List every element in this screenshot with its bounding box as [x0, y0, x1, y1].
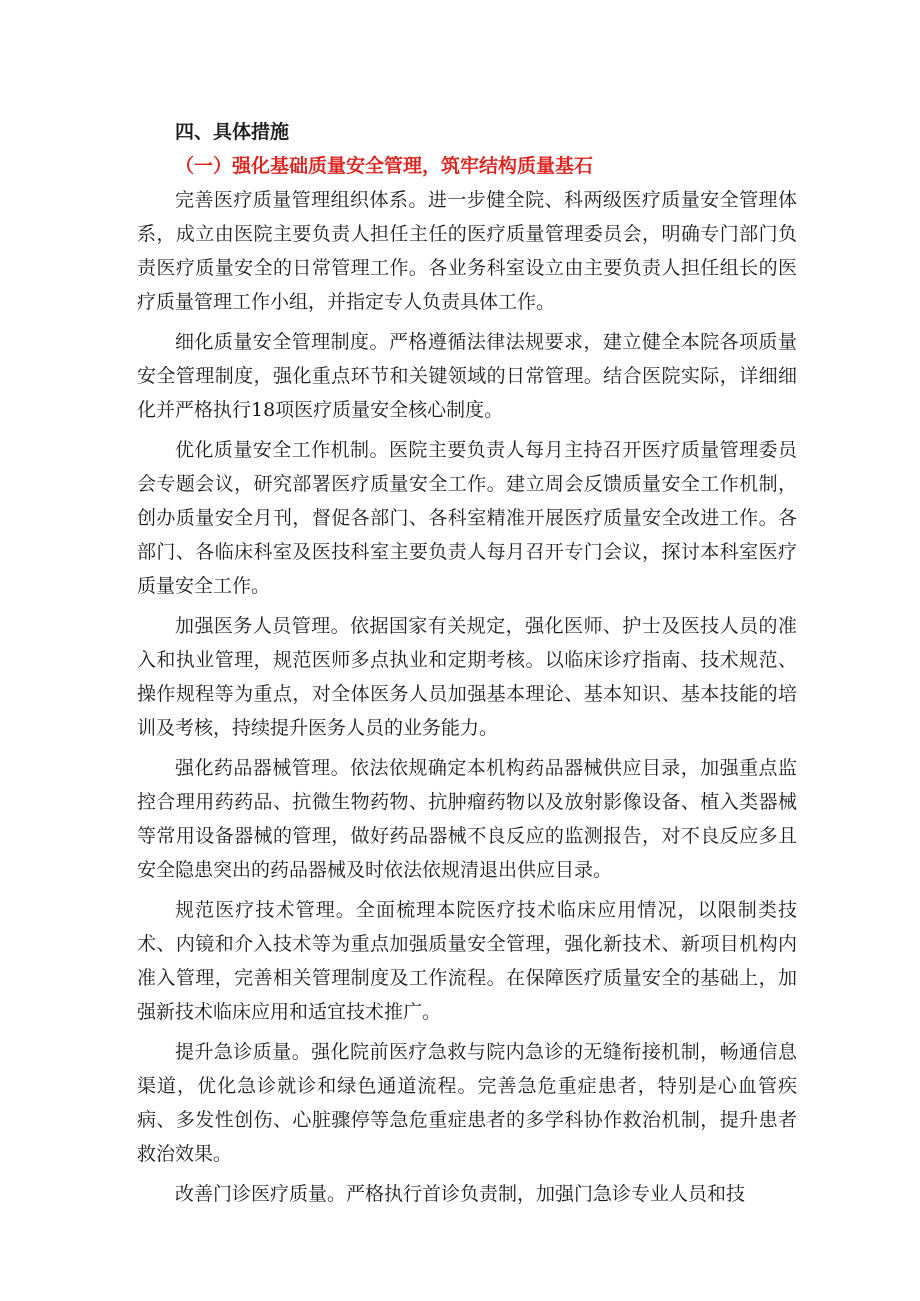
paragraph-technology-management: 规范医疗技术管理。全面梳理本院医疗技术临床应用情况，以限制类技术、内镜和介入技术等为重点加强质量安全管理，强化新技术、新项目机构内准入管理，完善相关管理制度及工作流程。在保障医疗质量安全的基础上，加强新技术临床应用和适宜技术推广。 — [137, 899, 797, 1023]
paragraph-staff-management: 加强医务人员管理。依据国家有关规定，强化医师、护士及医技人员的准入和执业管理，规范医师多点执业和定期考核。以临床诊疗指南、技术规范、操作规程等为重点，对全体医务人员加强基本理论、基本知识、基本技能的培训及考核，持续提升医务人员的业务能力。 — [137, 615, 797, 739]
document-body — [137, 115, 797, 1211]
subsection-heading: （一）强化基础质量安全管理，筑牢结构质量基石 — [175, 155, 594, 177]
paragraph-emergency-quality: 提升急诊质量。强化院前医疗急救与院内急诊的无缝衔接机制，畅通信息渠道，优化急诊就诊和绿色通道流程。完善急危重症患者，特别是心血管疾病、多发性创伤、心脏骤停等急危重症患者的多学科协作救治机制，提升患者救治效果。 — [137, 1041, 797, 1165]
paragraph-org-system: 完善医疗质量管理组织体系。进一步健全院、科两级医疗质量安全管理体系，成立由医院主要负责人担任主任的医疗质量管理委员会，明确专门部门负责医疗质量安全的日常管理工作。各业务科室设立由主要负责人担任组长的医疗质量管理工作小组，并指定专人负责具体工作。 — [137, 189, 797, 313]
paragraph-outpatient-quality: 改善门诊医疗质量。严格执行首诊负责制，加强门急诊专业人员和技 — [175, 1183, 746, 1205]
paragraph-work-mechanism: 优化质量安全工作机制。医院主要负责人每月主持召开医疗质量管理委员会专题会议，研究部署医疗质量安全工作。建立周会反馈质量安全工作机制，创办质量安全月刊，督促各部门、各科室精准开展医疗质量安全改进工作。各部门、各临床科室及医技科室主要负责人每月召开专门会议，探讨本科室医疗质量安全工作。 — [137, 439, 797, 597]
paragraph-management-rules: 细化质量安全管理制度。严格遵循法律法规要求，建立健全本院各项质量安全管理制度，强化重点环节和关键领域的日常管理。结合医院实际，详细细化并严格执行18项医疗质量安全核心制度。 — [137, 331, 797, 421]
paragraph-drug-device-management: 强化药品器械管理。依法依规确定本机构药品器械供应目录，加强重点监控合理用药药品、抗微生物药物、抗肿瘤药物以及放射影像设备、植入类器械等常用设备器械的管理，做好药品器械不良反应的监测报告，对不良反应多且安全隐患突出的药品器械及时依法依规清退出供应目录。 — [137, 757, 797, 881]
section-heading: 四、具体措施 — [175, 121, 290, 143]
